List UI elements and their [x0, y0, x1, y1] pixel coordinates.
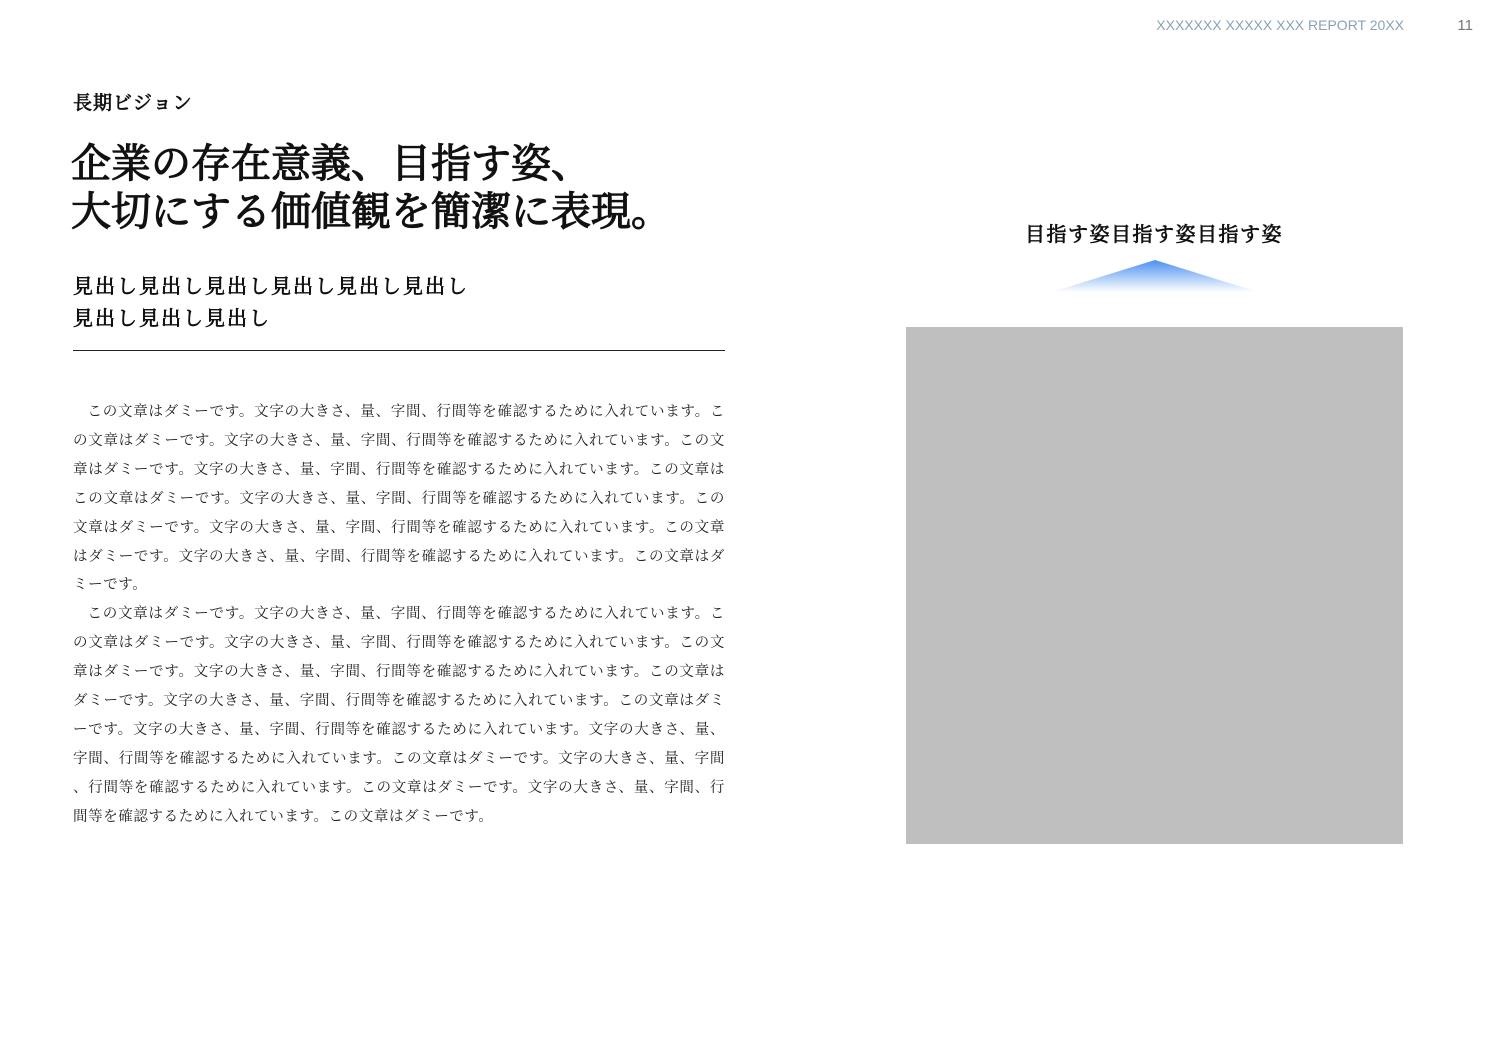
upward-triangle-icon	[1052, 258, 1258, 294]
subheading-line-2: 見出し見出し見出し	[73, 306, 271, 330]
body-paragraph-1: この文章はダミーです。文字の大きさ、量、字間、行間等を確認するために入れています。この文章はダミーです。文字の大きさ、量、字間、行間等を確認するために入れています。この文章はダミーです。文字の大きさ、量、字間、行間等を確認するために入れています。この文章はこの文章はダミーです。文字の大きさ、量、字間、行間等を確認するために入れています。この文章はダミーです。文字の大きさ、量、字間、行間等を確認するために入れています。この文章はダミーです。文字の大きさ、量、字間、行間等を確認するために入れています。この文章はダミーです。	[73, 404, 725, 594]
body-paragraph-2: この文章はダミーです。文字の大きさ、量、字間、行間等を確認するために入れています。この文章はダミーです。文字の大きさ、量、字間、行間等を確認するために入れています。この文章はダミーです。文字の大きさ、量、字間、行間等を確認するために入れています。この文章はダミーです。文字の大きさ、量、字間、行間等を確認するために入れています。この文章はダミーです。文字の大きさ、量、字間、行間等を確認するために入れています。文字の大きさ、量、字間、行間等を確認するために入れています。この文章はダミーです。文字の大きさ、量、字間、行間等を確認するために入れています。この文章はダミーです。文字の大きさ、量、字間、行間等を確認するために入れています。この文章はダミーです。	[73, 606, 725, 825]
image-placeholder	[906, 327, 1403, 844]
page-number: 11	[1457, 17, 1473, 34]
subheading-line-1: 見出し見出し見出し見出し見出し見出し	[73, 274, 469, 298]
section-divider	[73, 350, 725, 351]
headline-line-2: 大切にする価値観を簡潔に表現。	[71, 189, 671, 235]
subheading	[73, 270, 733, 334]
goal-label: 目指す姿目指す姿目指す姿	[1025, 222, 1283, 246]
page-headline	[71, 140, 771, 236]
body-text	[73, 398, 725, 832]
section-label: 長期ビジョン	[73, 92, 193, 114]
headline-line-1: 企業の存在意義、目指す姿、	[71, 141, 591, 187]
report-title: XXXXXXX XXXXX XXX REPORT 20XX	[1156, 17, 1404, 33]
